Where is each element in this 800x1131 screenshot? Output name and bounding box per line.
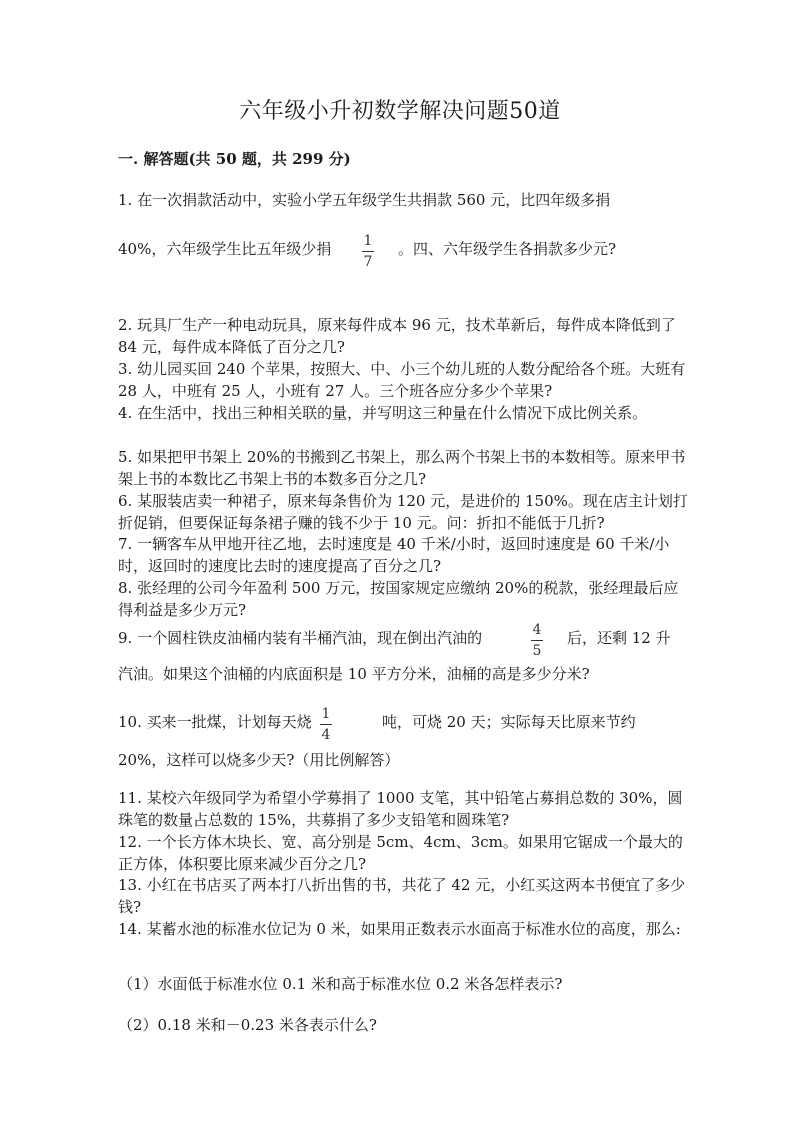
question-14-sub-2: （2）0.18 米和－0.23 米各表示什么? — [118, 1016, 377, 1034]
question-13: 13. 小红在书店买了两本打八折出售的书，共花了 42 元，小红买这两本书便宜了多少钱? — [118, 876, 686, 916]
fraction-bar — [531, 640, 543, 641]
question-9-line-2: 汽油。如果这个油桶的内底面积是 10 平方分米，油桶的高是多少分米? — [118, 665, 590, 683]
section-heading: 一. 解答题(共 50 题，共 299 分) — [118, 150, 351, 168]
question-9-fraction — [531, 622, 543, 659]
question-10-line-1b: 吨，可烧 20 天；实际每天比原来节约 — [382, 713, 636, 731]
question-5: 5. 如果把甲书架上 20%的书搬到乙书架上，那么两个书架上书的本数相等。原来甲书架上书的本数比乙书架上书的本数多百分之几? — [118, 448, 686, 488]
fraction-denominator: 7 — [363, 254, 373, 270]
question-10-fraction — [320, 706, 332, 743]
fraction-numerator: 4 — [532, 622, 542, 638]
question-12: 12. 一个长方体木块长、宽、高分别是 5cm、4cm、3cm。如果用它锯成一个最大的正方体，体积要比原来减少百分之几? — [118, 833, 683, 873]
question-1-line-1: 1. 在一次捐款活动中，实验小学五年级学生共捐款 560 元，比四年级多捐 — [118, 191, 611, 209]
fraction-bar — [320, 724, 332, 725]
page-title: 六年级小升初数学解决问题50道 — [239, 99, 561, 124]
question-2: 2. 玩具厂生产一种电动玩具，原来每件成本 96 元，技术革新后，每件成本降低到了 84 元，每件成本降低了百分之几? — [118, 316, 676, 356]
question-14-sub-1: （1）水面低于标准水位 0.1 米和高于标准水位 0.2 米各怎样表示? — [118, 975, 563, 993]
fraction-numerator: 1 — [321, 706, 331, 722]
question-3: 3. 幼儿园买回 240 个苹果，按照大、中、小三个幼儿班的人数分配给各个班。大班有 28 人，中班有 25 人，小班有 27 人。三个班各应分多少个苹果? — [118, 360, 686, 400]
question-10-line-2: 20%，这样可以烧多少天?（用比例解答） — [118, 751, 400, 769]
question-9-line-1b: 后，还剩 12 升 — [567, 629, 671, 647]
fraction-denominator: 4 — [321, 727, 331, 743]
question-7: 7. 一辆客车从甲地开往乙地，去时速度是 40 千米/小时，返回时速度是 60 千米/小时，返回时的速度比去时的速度提高了百分之几? — [118, 535, 670, 575]
fraction-numerator: 1 — [363, 233, 373, 249]
question-1-line-2a: 40%，六年级学生比五年级少捐 — [118, 240, 332, 258]
question-11: 11. 某校六年级同学为希望小学募捐了 1000 支笔，其中铅笔占募捐总数的 30%，圆珠笔的数量占总数的 15%，共募捐了多少支铅笔和圆珠笔? — [118, 789, 683, 829]
fraction-bar — [362, 251, 374, 252]
question-1-line-2b: 。四、六年级学生各捐款多少元? — [398, 240, 617, 258]
fraction-denominator: 5 — [532, 643, 542, 659]
question-6: 6. 某服装店卖一种裙子，原来每条售价为 120 元，是进价的 150%。现在店主计划打折促销，但要保证每条裙子赚的钱不少于 10 元。问：折扣不能低于几折? — [118, 492, 688, 532]
question-10-line-1a: 10. 买来一批煤，计划每天烧 — [118, 713, 312, 731]
question-14: 14. 某蓄水池的标准水位记为 0 米，如果用正数表示水面高于标准水位的高度，那么: — [118, 920, 681, 938]
question-8: 8. 张经理的公司今年盈利 500 万元，按国家规定应缴纳 20%的税款，张经理最后应得利益是多少万元? — [118, 579, 679, 619]
question-9-line-1a: 9. 一个圆柱铁皮油桶内装有半桶汽油，现在倒出汽油的 — [118, 629, 483, 647]
question-4: 4. 在生活中，找出三种相关联的量，并写明这三种量在什么情况下成比例关系。 — [118, 404, 648, 422]
question-1-fraction — [362, 233, 374, 270]
